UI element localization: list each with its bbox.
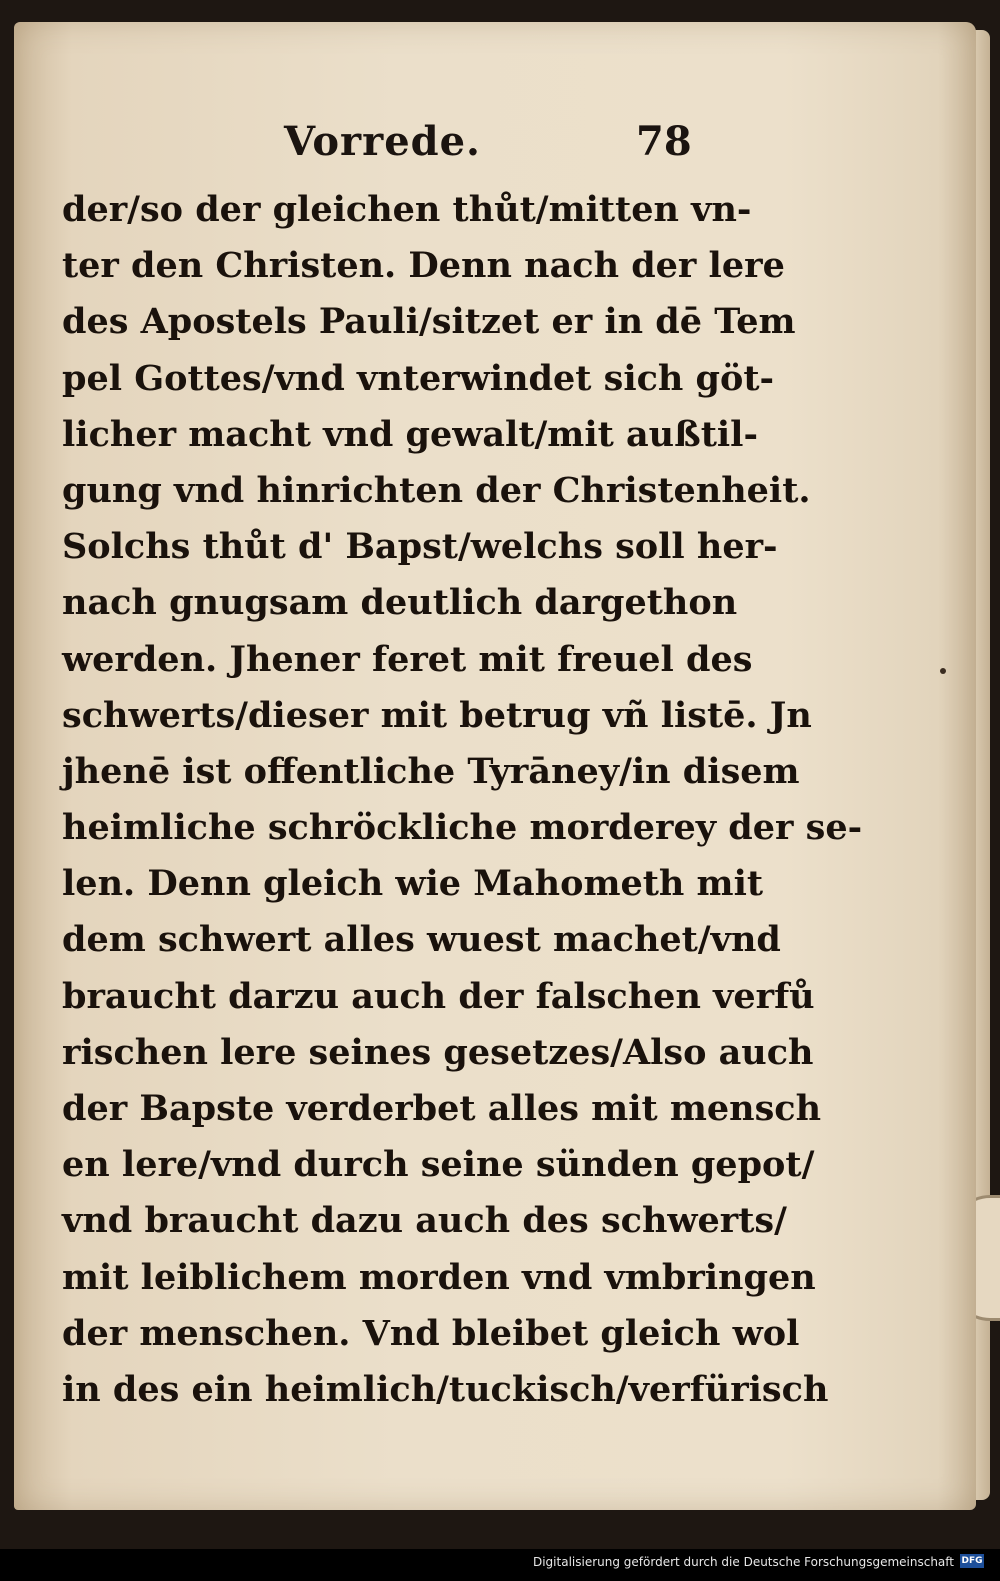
text-line: rischen lere seines gesetzes/Also auch (62, 1031, 814, 1073)
text-line: der menschen. Vnd bleibet gleich wol (62, 1312, 800, 1354)
body-text (62, 182, 863, 1418)
text-line: licher macht vnd gewalt/mit außtil- (62, 413, 758, 455)
text-line: jhenē ist offentliche Tyrāney/in disem (62, 750, 800, 792)
ink-speck (940, 668, 946, 674)
text-line: len. Denn gleich wie Mahometh mit (62, 863, 764, 905)
text-line: werden. Jhener feret mit freuel des (62, 638, 753, 680)
text-line: Solchs thůt d' Bapst/welchs soll her- (62, 526, 778, 568)
running-head (284, 118, 704, 168)
running-title: Vorrede. (284, 118, 481, 165)
funding-credit: Digitalisierung gefördert durch die Deutsche Forschungsgemeinschaft (532, 1555, 954, 1569)
text-line: nach gnugsam deutlich dargethon (62, 582, 738, 624)
text-line: heimliche schröckliche morderey der se- (62, 807, 863, 849)
text-line: der/so der gleichen thůt/mitten vn- (62, 189, 752, 230)
text-line: in des ein heimlich/tuckisch/verfürisch (62, 1368, 829, 1410)
text-line: vnd braucht dazu auch des schwerts/ (62, 1200, 787, 1242)
text-line: braucht darzu auch der falschen verfů (62, 975, 815, 1017)
footer-bar (0, 1549, 1000, 1581)
text-line: gung vnd hinrichten der Christenheit. (62, 469, 811, 511)
book-page (14, 22, 976, 1510)
dfg-logo: DFG (961, 1556, 983, 1566)
text-line: mit leiblichem morden vnd vmbringen (62, 1256, 816, 1298)
text-line: pel Gottes/vnd vnterwindet sich göt- (62, 357, 775, 399)
text-line: ter den Christen. Denn nach der lere (62, 245, 785, 287)
text-line: dem schwert alles wuest machet/vnd (62, 919, 781, 961)
text-line: en lere/vnd durch seine sünden gepot/ (62, 1144, 815, 1186)
text-line: der Bapste verderbet alles mit mensch (62, 1088, 822, 1129)
text-line: schwerts/dieser mit betrug vñ listē. Jn (62, 694, 812, 736)
page-number: 78 (636, 118, 692, 165)
text-line: des Apostels Pauli/sitzet er in dē Tem (62, 301, 796, 343)
